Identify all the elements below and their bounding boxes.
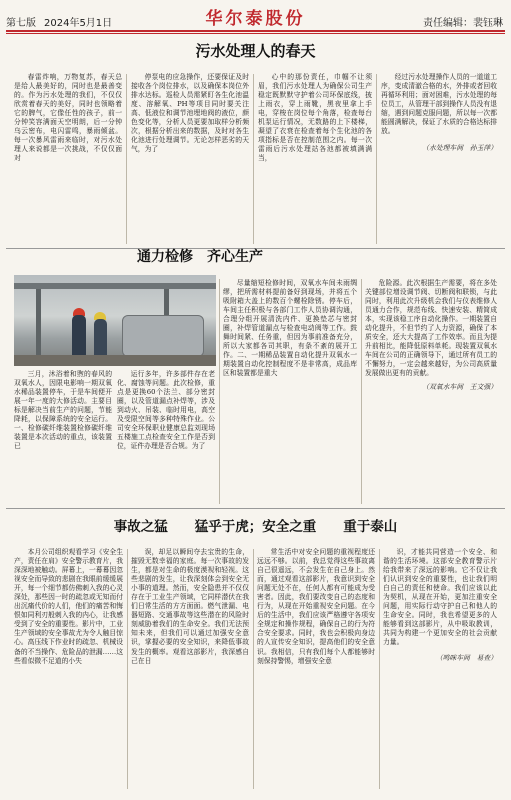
- column-divider: [379, 549, 380, 789]
- section-divider: [6, 508, 505, 509]
- article2-byline: （双氧水车间 王文强）: [422, 382, 497, 391]
- column-divider: [219, 279, 220, 504]
- masthead-rule-thin: [6, 33, 505, 34]
- column-divider: [253, 74, 254, 244]
- article1-column-2: [131, 73, 249, 248]
- article2-column-3: [223, 279, 357, 505]
- article1-column-1: [14, 73, 122, 248]
- newspaper-title: 华尔泰股份: [205, 9, 306, 29]
- article1-title: 污水处理人的春天: [195, 42, 316, 60]
- article2-column-2: [117, 370, 215, 505]
- article1-column-4: [381, 73, 497, 248]
- article1-byline: （水处理车间 孙玉萍）: [422, 144, 497, 153]
- article1-text-1: 春雷炸响，万物复苏，春天总是给人最美好的，同时也是最善变的。作为污水处理的我们，不仅仅欣赏着春天的美好，同时也领略着它的脾气，它像任性的孩子，前一分钟笑容满面天空明朗，后一分钟乌云密布，电闪雷鸣，暴雨倾盆。每一次暴风雷雨来临时，对污水处理人来说都是一次挑战，不仅仅面对: [14, 73, 122, 163]
- article1-text-2: 停泵电的应急操作，还要保证及时接收各个岗位排水，以及确保本岗位外排水达标。巡检人员需紧盯各生化池温度、溶解氧、PH等项目同时要关注高、低液位和调节池埋地阀的液位，颜色变化等，分析人员更要加取样分析频次，根据分析出来的数据，及时对各生化池进行处理调节。无论怎样恶劣的天气，为了: [131, 73, 249, 154]
- article2-title: 通力检修 齐心生产: [137, 249, 263, 265]
- article3-column-3: [257, 548, 375, 794]
- article3-text-3: 常生活中对安全问题的重视程度还远远不够。以前，我总觉得这些事故离自己很遥远，不会发生在自己身上。然而，通过观看这部影片，我意识到安全问题无处不在，任何人都有可能成为受害者。因此，我们要改变自己的态度和行为，从现在开始重视安全问题。在今后的生活中，我们应该严格遵守各项安全规定和操作规程，确保自己的行为符合安全要求。同时，我也会积极向身边的人宣传安全知识，提高他们的安全意识。我相信，只有我们每个人都能够时刻保持警惕，增强安全意: [257, 548, 375, 665]
- article2-text-3: 尽量缩短检修时间，双氧水车间未雨绸缪，把所需材料提前备好到现场，并将五个吸附箱大盖上的数百个螺栓除锈。停车后，车间主任积极与各部门工作人员协调沟通，合理分组开展清洗内件、更换垫芯与密封圈，补焊管道漏点与检查电动阀等工作。鼓舞时间紧、任务重，但因为事前准备充分，所以大家都各司其职，有条不紊的展开工作。二、一期稀品装置自动化提升双氧水一期装置自动化控制程度不是非常高，成品库区和装置都是重大: [223, 279, 357, 378]
- column-divider: [127, 549, 128, 789]
- article1-text-4: 经过污水处理操作人员的一道道工序，变成清澈合格的水，外排或者回收再循环利用；面对困难，污水处理的每位员工，从管理干部到操作人员没有退缩，遇到问题克服问题，所以每一次都能圆满解决，保证了水质的合格达标排放。: [381, 73, 497, 136]
- column-divider: [253, 549, 254, 789]
- article2-column-1: [14, 370, 112, 505]
- issue-date: 2024年5月1日: [44, 18, 113, 29]
- article1-column-3: [258, 73, 372, 248]
- article2-column-4: [365, 279, 497, 505]
- article1-text-3: 心中的那份责任，巾帼不让须眉，我们污水处理人为确保公司生产稳定既默默守护着公司环保底线，披上雨衣，穿上雨靴，黑夜里拿上手电，穿梭在岗位每个角落，检查每台机泵运行情况，无数路的上下楼梯，凝望了衣衰在检查着每个生化池的各项指标是否在控制范围之内。每一次雷雨后污水处理站各池都被填满满当，: [258, 73, 372, 163]
- article3-column-4: [383, 548, 497, 794]
- column-divider: [376, 74, 377, 244]
- page-number: 第七版: [6, 18, 36, 29]
- article3-text-4: 识，才能共同营造一个安全、和谐的生活环境。这部安全教育警示片给我带来了深远的影响。它不仅让我们认识到安全的重要性，也让我们明白自己的责任和使命。我们应该以此为契机，从现在开始，更加注重安全问题，用实际行动守护自己和他人的生命安全。同时，我也希望更多的人能够看到这部影片，从中吸取教训，共同为构建一个更加安全的社会贡献力量。: [383, 548, 497, 647]
- maintenance-photo: [14, 275, 216, 366]
- masthead: [0, 0, 511, 34]
- masthead-rule: [6, 30, 505, 32]
- article2-text-2: 运行多年，许多部件存在老化、腐蚀等问题。此次检修，重点是更换60个法兰、部分密封圈，以及管道漏点补焊等，涉及到动火、吊装、临时用电，高空及受限空间等多种特殊作业。公司安全环保职业健康总监刘现场五楼施工点检查安全工作是否到位，证件办理是否合规。为了: [117, 370, 215, 451]
- article3-title: 事故之猛 猛乎于虎；安全之重 重于泰山: [113, 519, 398, 535]
- article2-text-1: 三月，沐浴着和煦的春风的双氧水人，因限电影响一期双氧水稀品装置停车，于是车间便开展一年一度的大修活动。主要目标是解决当前生产的问题，节能降耗，以保障系统的安全运行。一、检修碳纤维装置检修碳纤维装置是本次活动的重点，该装置已: [14, 370, 112, 451]
- article3-column-2: [131, 548, 249, 794]
- article3-text-2: 误，却足以瞬间夺去宝贵的生命，摧毁无数幸福的家庭。每一次事故的发生，都是对生命的极度漠视和轻视。这些悲剧的发生，让我深刻体会到安全无小事的道理。然而，安全隐患并不仅仅存在于工业生产领域，它同样潜伏在我们日常生活的方方面面。燃气泄漏、电器短路、交通事故等这些潜在的风险时刻威胁着我们的生命安全。我们无法预知未来，但我们可以通过加强安全意识，掌握必要的安全知识，来降低事故发生的概率。观看这部影片，我深感自己在日: [131, 548, 249, 665]
- article3-byline: （鸣咪车间 易查）: [435, 653, 497, 662]
- column-divider: [126, 74, 127, 244]
- editor-credit: 责任编辑：裴钰琳: [423, 18, 503, 29]
- article3-column-1: [14, 548, 123, 794]
- article2-text-4: 危险源。此次根据生产需要，将在多处关键部位增设调节阀、切断阀和联锁，与此同时，利用此次升级机会我们与仪表维修人员通力合作，规范布线、快速安装、精简成本，实现该稳工序自动化操作。一期装置自动化提升，不但节约了人力资源，确保了本质安全，还大大提高了工作效率。而且为提升前相比，能降低原料单耗。现装置双氧水车间在公司的正确领导下，通过所有员工的不懈努力，一定会越来越好，为公司高质量发展做出更有的贡献。: [365, 279, 497, 378]
- column-divider: [361, 279, 362, 504]
- article3-text-1: 本月公司组织观看学习《安全生产，责任在肩》安全警示教育片，我深深地被触动。屏幕上，一幕幕因忽视安全而导致的悲剧在我眼前缓缓展开，每一个细节都仿佛刺入我的心灵深处，那些因一时的疏忽或无知而付出沉痛代价的人们，他们的痛苦和悔恨如同利刃般刺入我的内心，让我感受到了安全的重要性。影片中，工业生产领域的安全事故尤为令人触目惊心。高压线下作业时的疏忽、机械设备的不当操作、危险品的泄漏……这些看似微不足道的小失: [14, 548, 123, 665]
